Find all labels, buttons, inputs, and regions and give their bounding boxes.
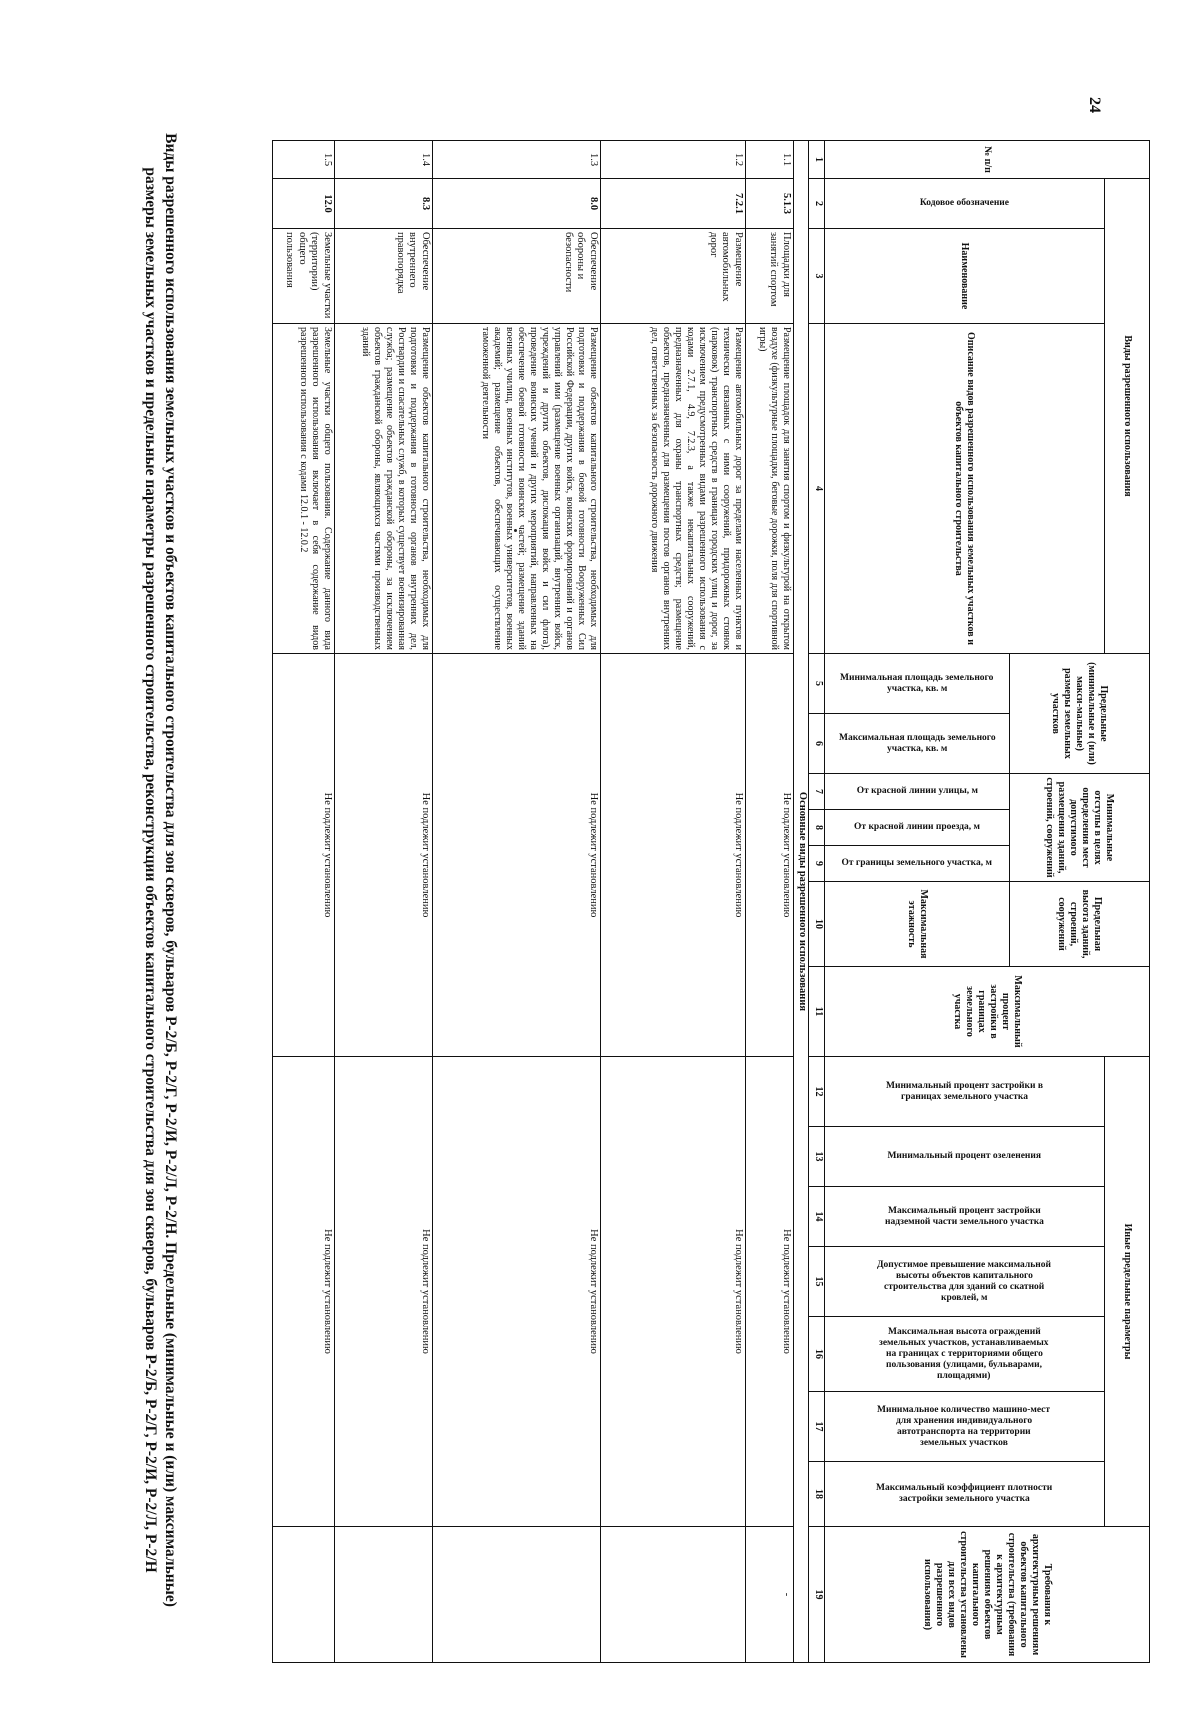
col-number: 16: [809, 1317, 825, 1392]
col-number: 14: [809, 1187, 825, 1247]
row-architecture-req: [601, 1527, 746, 1663]
header-setback-passage: От красной линии проезда, м: [825, 810, 1010, 846]
header-name: Наименование: [825, 229, 1105, 324]
section-label: Основные виды разрешенного использования: [794, 141, 809, 1663]
col-number: 12: [809, 1057, 825, 1127]
header-p14: Максимальный процент застройки надземной части земельного участка: [825, 1187, 1105, 1247]
row-name: Земельные участки (территории) общего пользования: [273, 229, 335, 324]
not-subject-cell: Не подлежит установлению: [746, 1057, 794, 1527]
col-number: 5: [809, 654, 825, 714]
column-numbers-row: [809, 141, 825, 1663]
col-number: 15: [809, 1247, 825, 1317]
header-code: Кодовое обозначение: [825, 179, 1105, 229]
row-num: 1.5: [273, 141, 335, 179]
table-row: [335, 141, 433, 1663]
row-description: Размещение автомобильных дорог за пределами населенных пунктов и технически связанных с ними сооружений, придорожных стоянок (парковок) транспортных средств в границах городских улиц и дорог, за исключением предусмотренных видами разрешенного использования с кодами 2.7.1, 4.9, 7.2.3, а также некапитальных сооружений, предназначенных для охраны транспортных средств; размещение объектов, предназначенных для размещения постов органов внутренних дел, ответственных за безопасность дорожного движения: [601, 324, 746, 654]
row-code: 12.0: [273, 179, 335, 229]
row-name: Площадки для занятий спортом: [746, 229, 794, 324]
header-num: № п/п: [825, 141, 1150, 179]
row-code: 5.1.3: [746, 179, 794, 229]
header-p12: Минимальный процент застройки в границах земельного участка: [825, 1057, 1105, 1127]
row-code: 8.0: [433, 179, 601, 229]
not-subject-cell: Не подлежит установлению: [601, 1057, 746, 1527]
col-number: 19: [809, 1527, 825, 1663]
col-number: 7: [809, 774, 825, 810]
not-subject-cell: Не подлежит установлению: [433, 1057, 601, 1527]
row-description: Земельные участки общего пользования. Содержание данного вида разрешенного использования включает в себя содержание видов разрешенного использования с кодами 12.0.1 - 12.0.2: [273, 324, 335, 654]
col-number: 10: [809, 882, 825, 967]
row-name: Размещение автомобильных дорог: [601, 229, 746, 324]
row-num: 1.3: [433, 141, 601, 179]
row-num: 1.4: [335, 141, 433, 179]
table-row: [601, 141, 746, 1663]
row-architecture-req: [273, 1527, 335, 1663]
header-p17: Минимальное количество машино-мест для хранения индивидуального автотранспорта на территории земельных участков: [825, 1392, 1105, 1462]
row-architecture-req: [335, 1527, 433, 1663]
col-number: 1: [809, 141, 825, 179]
header-p16: Максимальная высота ограждений земельных участков, устанавливаемых на границах с территориями общего пользования (улицами, бульварами, площадями): [825, 1317, 1105, 1392]
header-max-floors: Максимальная этажность: [825, 882, 1010, 967]
row-architecture-req: [433, 1527, 601, 1663]
header-setback-street: От красной линии улицы, м: [825, 774, 1010, 810]
header-description: Описание видов разрешенного использования земельных участков и объектов капитального строительства: [825, 324, 1105, 654]
section-row: [794, 141, 809, 1663]
col-number: 8: [809, 810, 825, 846]
not-subject-cell: Не подлежит установлению: [433, 654, 601, 1057]
not-subject-cell: Не подлежит установлению: [601, 654, 746, 1057]
header-group-sizes: Предельные (минимальные и (или) макси-мальные) размеры земельных участков: [1010, 654, 1150, 774]
header-p18: Максимальный коэффициент плотности застройки земельного участка: [825, 1462, 1105, 1527]
not-subject-cell: Не подлежит установлению: [273, 654, 335, 1057]
document-title: Виды разрешенного использования земельных участков и объектов капитального строительства для зон скверов, бульваров Р-2/Б, Р-2/Г, Р-2/И, Р-2/Л, Р-2/Н. Предельные (минимальные и (или) максимальные) размеры земельных участков и предельные параметры разрешенного строительства, реконструкции объектов капитального строительства для зон скверов, бульваров Р-2/Б, Р-2/Г, Р-2/И, Р-2/Л, Р-2/Н: [142, 133, 179, 1607]
col-number: 2: [809, 179, 825, 229]
table-row: [746, 141, 794, 1663]
header-setback-boundary: От границы земельного участка, м: [825, 846, 1010, 882]
col-number: 18: [809, 1462, 825, 1527]
row-code: 8.3: [335, 179, 433, 229]
col-number: 17: [809, 1392, 825, 1462]
not-subject-cell: Не подлежит установлению: [335, 1057, 433, 1527]
header-row-1: [1105, 141, 1150, 1663]
row-num: 1.2: [601, 141, 746, 179]
col-number: 11: [809, 967, 825, 1057]
table-row: [273, 141, 335, 1663]
regulations-table: [272, 140, 1150, 1663]
header-min-area: Минимальная площадь земельного участка, кв. м: [825, 654, 1010, 714]
row-name: Обеспечение внутреннего правопорядка: [335, 229, 433, 324]
row-description: Размещение объектов капитального строительства, необходимых для подготовки и поддержания в готовности органов внутренних дел, Росгвардии и спасательных служб, в которых существует военизированная служба; размещение объектов гражданской обороны, за исключением объектов гражданской обороны, являющихся частями производственных зданий: [335, 324, 433, 654]
table-row: [433, 141, 601, 1663]
header-group-other: Иные предельные параметры: [1105, 1057, 1150, 1527]
header-p15: Допустимое превышение максимальной высоты объектов капитального строительства для зданий со скатной кровлей, м: [825, 1247, 1105, 1317]
col-number: 4: [809, 324, 825, 654]
col-number: 13: [809, 1127, 825, 1187]
header-architecture-req: Требования к архитектурным решениям объектов капитального строительства (требования к архитектурным решениям объектов капитального строительства установлены для всех видов разрешенного использования): [825, 1527, 1150, 1663]
col-number: 3: [809, 229, 825, 324]
header-group-types: Виды разрешенного использования: [1105, 179, 1150, 654]
page-number: 24: [1086, 97, 1103, 113]
not-subject-cell: Не подлежит установлению: [335, 654, 433, 1057]
row-architecture-req: -: [746, 1527, 794, 1663]
header-p13: Минимальный процент озеленения: [825, 1127, 1105, 1187]
row-num: 1.1: [746, 141, 794, 179]
row-code: 7.2.1: [601, 179, 746, 229]
row-name: Обеспечение обороны и безопасности: [433, 229, 601, 324]
header-group-setbacks: Минимальные отступы в целях определения мест допустимого размещения зданий, строений, сооружений: [1010, 774, 1150, 882]
row-description: Размещение площадок для занятия спортом и физкультурой на открытом воздухе (физкультурные площадки, беговые дорожки, поля для спортивной игры): [746, 324, 794, 654]
col-number: 6: [809, 714, 825, 774]
header-max-coverage: Максимальный процент застройки в границах земельного участка: [825, 967, 1150, 1057]
header-max-area: Максимальная площадь земельного участка, кв. м: [825, 714, 1010, 774]
not-subject-cell: Не подлежит установлению: [746, 654, 794, 1057]
not-subject-cell: Не подлежит установлению: [273, 1057, 335, 1527]
col-number: 9: [809, 846, 825, 882]
row-description: Размещение объектов капитального строительства, необходимых для подготовки и поддержания в боевой готовности Вооруженных Сил Российской Федерации, других войск, воинских формирований и органов управлений ими (размещение военных организаций, внутренних войск, учреждений и других объектов, дислокация войск и сил флота), проведение воинских учений и других мероприятий, направленных на обеспечение боевой готовности воинских частей; размещение зданий военных училищ, военных институтов, военных университетов, военных академий; размещение объектов, обеспечивающих осуществление таможенной деятельности: [433, 324, 601, 654]
header-group-height: Предельная высота зданий, строений, сооружений: [1010, 882, 1150, 967]
